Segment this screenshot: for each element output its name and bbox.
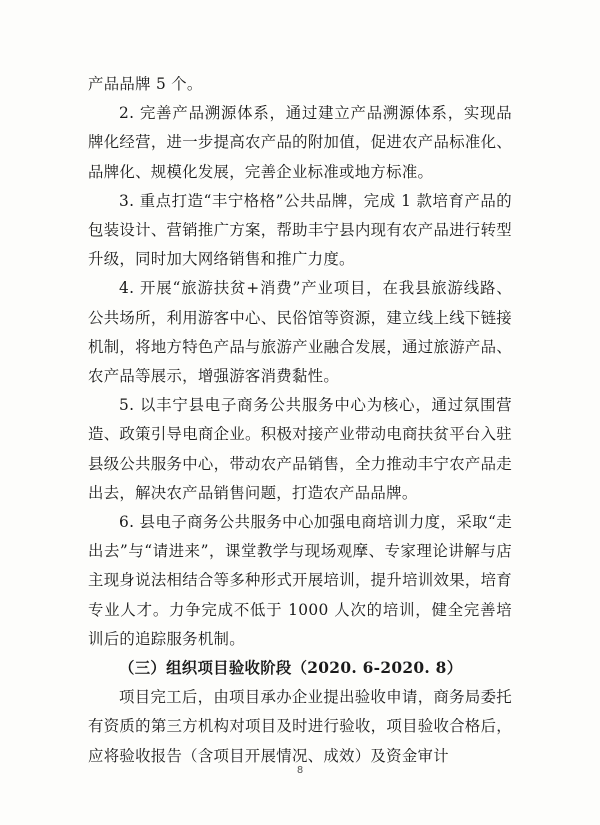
paragraph-item-4: 4. 开展“旅游扶贫+消费”产业项目，在我县旅游线路、公共场所，利用游客中心、民俗馆等资源，建立线上线下链接机制，将地方特色产品与旅游产业融合发展，通过旅游产品、农产品等展示，增强游客消费黏性。 (88, 279, 512, 386)
section-heading: （三）组织项目验收阶段（2020. 6-2020. 8） (119, 659, 463, 678)
paragraph-acceptance: 项目完工后，由项目承办企业提出验收申请，商务局委托有资质的第三方机构对项目及时进行验收，项目验收合格后，应将验收报告（含项目开展情况、成效）及资金审计 (88, 688, 512, 765)
page-number: 8 (296, 765, 304, 776)
document-body (88, 70, 512, 771)
paragraph-item-2: 2. 完善产品溯源体系，通过建立产品溯源体系，实现品牌化经营，进一步提高农产品的附加值，促进农产品标准化、品牌化、规模化发展，完善企业标准或地方标准。 (88, 104, 512, 181)
paragraph-item-3: 3. 重点打造“丰宁格格”公共品牌，完成 1 款培育产品的包装设计、营销推广方案，帮助丰宁县内现有农产品进行转型升级，同时加大网络销售和推广力度。 (88, 191, 512, 269)
paragraph-item-5: 5. 以丰宁县电子商务公共服务中心为核心，通过氛围营造、政策引导电商企业。积极对接产业带动电商扶贫平台入驻县级公共服务中心，带动农产品销售，全力推动丰宁农产品走出去，解决农产品销售问题，打造农产品品牌。 (88, 396, 512, 502)
paragraph-continuation: 产品品牌 5 个。 (88, 75, 203, 93)
paragraph-item-6: 6. 县电子商务公共服务中心加强电商培训力度，采取“走出去”与“请进来”，课堂教学与现场观摩、专家理论讲解与店主现身说法相结合等多种形式开展培训，提升培训效果，培育专业人才。力争完成不低于 1000 人次的培训，健全完善培训后的追踪服务机制。 (88, 513, 512, 648)
